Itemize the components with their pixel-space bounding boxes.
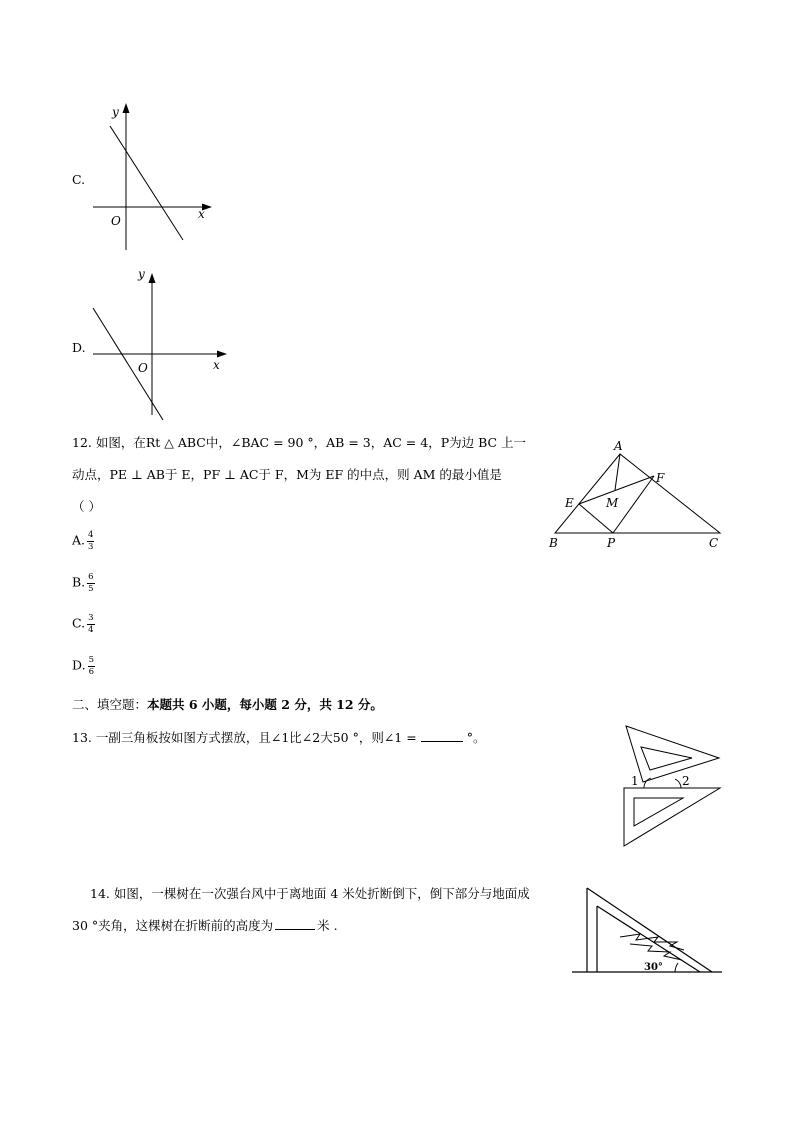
point-c-label: C: [709, 536, 719, 550]
point-f-label: F: [656, 471, 665, 485]
q13-set-squares-figure: [616, 724, 726, 849]
option-label: A.: [72, 532, 86, 548]
angle-30-label: 30°: [644, 962, 663, 973]
q14-line2-after: 米 .: [317, 918, 338, 933]
point-p-label: P: [607, 536, 616, 550]
angle-2-label: 2: [682, 774, 690, 788]
option-c-label: C.: [72, 172, 86, 187]
q12-paren: （ ）: [72, 499, 101, 514]
point-b-label: B: [549, 536, 558, 550]
point-a-label: A: [614, 439, 623, 453]
q12-line1: 12. 如图，在Rt △ ABC中，∠BAC = 90 °，AB = 3，AC = 4，P为边 BC 上一: [72, 435, 527, 450]
q12-option-a[interactable]: [72, 531, 94, 551]
fraction: $\frac{6}{5}$: [88, 572, 94, 594]
q12-option-b[interactable]: [72, 573, 95, 593]
y-axis-label: y: [138, 267, 145, 281]
q14-line1: 14. 如图，一棵树在一次强台风中于离地面 4 米处折断倒下，倒下部分与地面成: [90, 886, 530, 901]
q12-option-d[interactable]: [72, 656, 95, 676]
q13-text: [72, 732, 485, 745]
option-label: B.: [72, 574, 86, 590]
q13-text-after: °。: [462, 730, 486, 745]
fraction: $\frac{5}{6}$: [88, 655, 94, 677]
q14-broken-tree-figure: [572, 884, 724, 976]
section-2-header: [72, 699, 383, 712]
x-axis-label: x: [198, 207, 205, 221]
point-e-label: E: [565, 496, 574, 510]
q12-triangle-figure: [545, 436, 725, 554]
angle-1-label: 1: [631, 774, 639, 788]
section-description: 本题共 6 小题，每小题 2 分，共 12 分。: [147, 697, 383, 712]
y-axis-label: y: [112, 105, 119, 119]
x-axis-label: x: [213, 358, 220, 372]
q14-line2: [72, 920, 338, 933]
fraction: $\frac{4}{3}$: [88, 530, 94, 552]
q14-answer-blank[interactable]: [275, 929, 315, 930]
origin-label: O: [138, 361, 148, 375]
option-d-label: D.: [72, 340, 86, 355]
q12-line2: 动点，PE ⊥ AB于 E，PF ⊥ AC于 F，M为 EF 的中点，则 AM 的最小值是: [72, 467, 502, 482]
option-d-graph: [88, 265, 233, 425]
q14-line2-before: 30 °夹角，这棵树在折断前的高度为: [72, 918, 274, 933]
origin-label: O: [111, 214, 121, 228]
q12-option-c[interactable]: [72, 614, 95, 634]
point-m-label: M: [606, 496, 619, 510]
option-c-graph: [88, 100, 218, 250]
q13-answer-blank[interactable]: [421, 741, 463, 742]
option-label: D.: [72, 657, 86, 673]
q13-text-before: 13. 一副三角板按如图方式摆放，且∠1比∠2大50 °，则∠1 =: [72, 730, 417, 745]
section-prefix: 二、填空题：: [72, 697, 148, 712]
fraction: $\frac{3}{4}$: [88, 613, 94, 635]
option-label: C.: [72, 615, 86, 631]
